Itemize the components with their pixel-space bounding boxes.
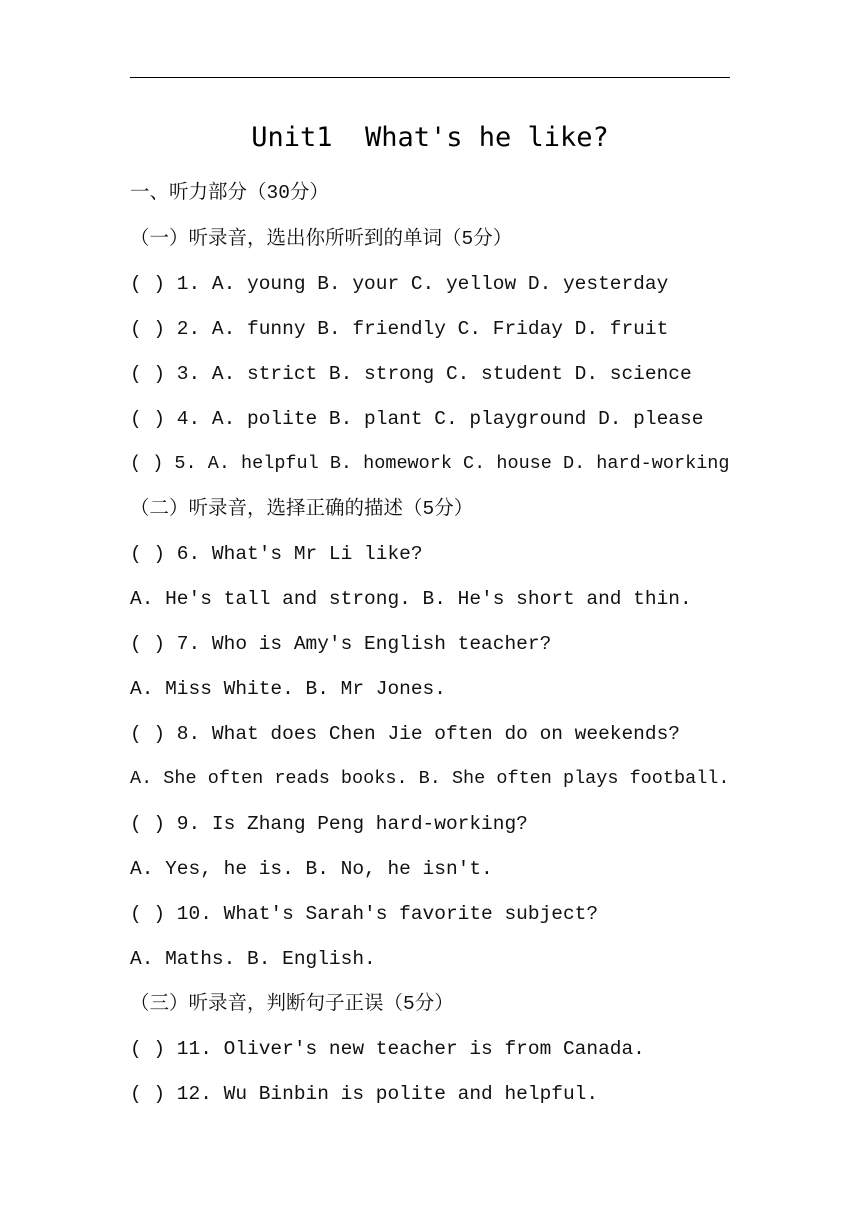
answer-options: A. Yes, he is. B. No, he isn't. bbox=[130, 858, 493, 880]
section-heading: 一、听力部分（30分） bbox=[130, 182, 329, 204]
question-item: ( ) 12. Wu Binbin is polite and helpful. bbox=[130, 1083, 599, 1105]
answer-options: A. Maths. B. English. bbox=[130, 948, 376, 970]
question-prompt: ( ) 10. What's Sarah's favorite subject? bbox=[130, 903, 599, 925]
part3-heading: （三）听录音，判断句子正误（5分） bbox=[130, 993, 454, 1015]
header-rule bbox=[130, 77, 730, 78]
question-item: ( ) 4. A. polite B. plant C. playground D. please bbox=[130, 408, 704, 430]
question-prompt: ( ) 6. What's Mr Li like? bbox=[130, 543, 423, 565]
answer-options: A. She often reads books. B. She often plays football. bbox=[130, 768, 730, 789]
question-prompt: ( ) 8. What does Chen Jie often do on weekends? bbox=[130, 723, 680, 745]
question-item: ( ) 11. Oliver's new teacher is from Canada. bbox=[130, 1038, 645, 1060]
question-prompt: ( ) 7. Who is Amy's English teacher? bbox=[130, 633, 552, 655]
question-item: ( ) 2. A. funny B. friendly C. Friday D. fruit bbox=[130, 318, 669, 340]
part2-heading: （二）听录音，选择正确的描述（5分） bbox=[130, 498, 474, 520]
answer-options: A. He's tall and strong. B. He's short and thin. bbox=[130, 588, 692, 610]
part1-heading: （一）听录音，选出你所听到的单词（5分） bbox=[130, 228, 513, 250]
question-item: ( ) 3. A. strict B. strong C. student D. science bbox=[130, 363, 692, 385]
answer-options: A. Miss White. B. Mr Jones. bbox=[130, 678, 446, 700]
page-title: Unit1 What's he like? bbox=[251, 122, 609, 153]
question-prompt: ( ) 9. Is Zhang Peng hard-working? bbox=[130, 813, 528, 835]
question-item: ( ) 5. A. helpful B. homework C. house D. hard-working bbox=[130, 453, 730, 474]
question-item: ( ) 1. A. young B. your C. yellow D. yesterday bbox=[130, 273, 669, 295]
